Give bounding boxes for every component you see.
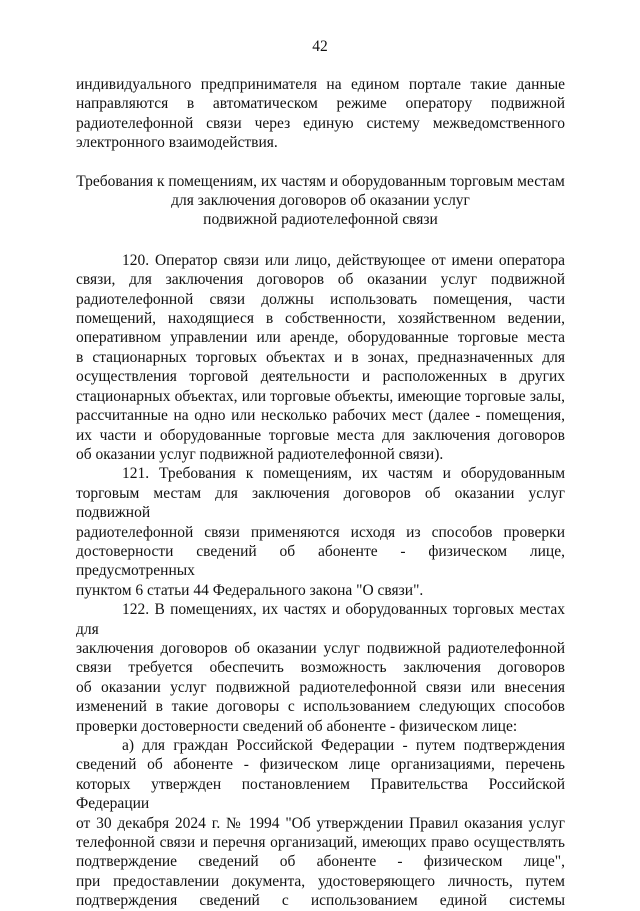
text-line: проверки достоверности сведений об абоненте - физическом лице:: [76, 717, 518, 735]
text-line: осуществления торговой деятельности и расположенных в других: [76, 368, 565, 386]
document-body: [76, 75, 565, 911]
text-line: телефонной связи и перечня организаций, имеющих право осуществлять: [76, 834, 565, 852]
heading-line: для заключения договоров об оказании услуг: [171, 192, 470, 210]
page-number: 42: [312, 38, 328, 55]
text-line: их части и оборудованные торговые места для заключения договоров: [76, 426, 565, 444]
text-line: в стационарных торговых объектах и в зонах, предназначенных для: [76, 348, 565, 366]
intro-paragraph: [76, 75, 565, 153]
text-line: при предоставлении документа, удостоверяющего личность, путем: [76, 872, 565, 890]
text-line: 122. В помещениях, их частях и оборудованных торговых местах для: [76, 601, 565, 638]
text-line: помещений, находящиеся в собственности, хозяйственном ведении,: [76, 310, 565, 328]
text-line: рассчитанные на одно или несколько рабочих мест (далее - помещения,: [76, 407, 565, 425]
text-line: сведений об абоненте - физическом лице организациями, перечень: [76, 756, 565, 774]
text-line: подтверждения сведений с использованием единой системы: [76, 892, 565, 910]
text-line: стационарных объектах, или торговые объекты, имеющие торговые залы,: [76, 387, 565, 405]
text-line: а) для граждан Российской Федерации - путем подтверждения: [122, 737, 565, 754]
text-line: пунктом 6 статьи 44 Федерального закона "О связи".: [76, 581, 424, 599]
text-line: электронного взаимодействия.: [76, 134, 278, 152]
paragraph-121: [76, 464, 565, 600]
text-line: 120. Оператор связи или лицо, действующее от имени оператора: [122, 251, 565, 269]
text-line: радиотелефонной связи должны использовать помещения, части: [76, 290, 565, 308]
text-line: об оказании услуг подвижной радиотелефонной связи).: [76, 445, 444, 463]
heading-line: подвижной радиотелефонной связи: [203, 211, 438, 229]
text-line: об оказании услуг подвижной радиотелефонной связи или внесения: [76, 678, 565, 696]
text-line: достоверности сведений об абоненте - физическом лице, предусмотренных: [76, 542, 565, 580]
subparagraph-a: [76, 736, 565, 911]
text-line: связи, для заключения договоров об оказании услуг подвижной: [76, 271, 565, 289]
paragraph-122: [76, 600, 565, 736]
text-line: оперативном управлении или аренде, оборудованные торговые места: [76, 329, 565, 347]
text-line: индивидуального предпринимателя на едином портале такие данные: [76, 76, 565, 93]
text-line: радиотелефонной связи через единую систему межведомственного: [76, 114, 565, 132]
text-line: подтверждение сведений об абоненте - физическом лице",: [76, 853, 565, 871]
text-line: которых утвержден постановлением Правительства Российской Федерации: [76, 775, 565, 813]
text-line: связи требуется обеспечить возможность заключения договоров: [76, 659, 565, 677]
heading-line: Требования к помещениям, их частям и оборудованным торговым местам: [76, 172, 565, 190]
text-line: 121. Требования к помещениям, их частям и оборудованным: [122, 465, 565, 483]
text-line: заключения договоров об оказании услуг подвижной радиотелефонной: [76, 639, 565, 657]
paragraph-120: [76, 251, 565, 464]
section-heading: [76, 172, 565, 230]
text-line: направляются в автоматическом режиме оператору подвижной: [76, 95, 565, 113]
text-line: изменений в такие договоры с использованием следующих способов: [76, 698, 565, 716]
text-line: от 30 декабря 2024 г. № 1994 "Об утверждении Правил оказания услуг: [76, 814, 565, 832]
text-line: радиотелефонной связи применяются исходя из способов проверки: [76, 523, 565, 541]
text-line: торговым местам для заключения договоров об оказании услуг подвижной: [76, 484, 565, 522]
